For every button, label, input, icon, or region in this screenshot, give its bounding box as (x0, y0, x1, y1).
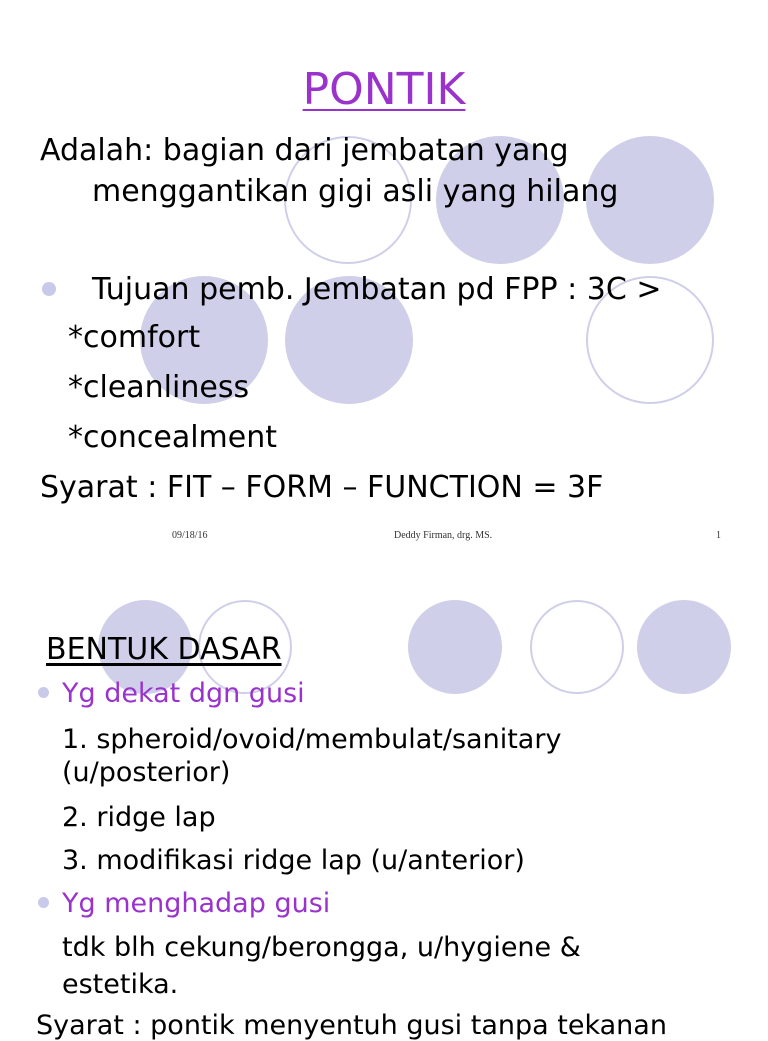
note-line: estetika. (62, 969, 179, 1000)
bullet-icon (42, 282, 56, 296)
decor-circle (530, 600, 624, 694)
slide-2-title: BENTUK DASAR (46, 632, 282, 667)
list-item: 1. spheroid/ovoid/membulat/sanitary (62, 724, 562, 755)
bullet-text: Tujuan pemb. Jembatan pd FPP : 3C > (92, 272, 662, 307)
list-item: *concealment (68, 420, 277, 455)
slide-divider (0, 560, 768, 575)
footer-page-number: 1 (716, 530, 721, 541)
decor-circle (408, 600, 502, 694)
list-item: 3. modifikasi ridge lap (u/anterior) (62, 845, 525, 876)
slide-title: PONTIK (302, 64, 466, 115)
note-line: tdk blh cekung/berongga, u/hygiene & (62, 932, 581, 963)
definition-line: Adalah: bagian dari jembatan yang (40, 133, 569, 168)
footer-author: Deddy Firman, drg. MS. (394, 530, 493, 541)
footer-date: 09/18/16 (172, 530, 208, 541)
bullet-icon (38, 897, 49, 908)
bullet-text: Yg menghadap gusi (62, 888, 331, 919)
syarat-line: Syarat : pontik menyentuh gusi tanpa tekanan (36, 1010, 667, 1041)
definition-line: menggantikan gigi asli yang hilang (92, 174, 619, 209)
list-item: *cleanliness (68, 370, 250, 405)
list-item: *comfort (68, 320, 201, 355)
decor-circle (637, 600, 731, 694)
list-item: (u/posterior) (62, 757, 231, 788)
syarat-line: Syarat : FIT – FORM – FUNCTION = 3F (40, 470, 604, 505)
list-item: 2. ridge lap (62, 802, 216, 833)
bullet-icon (38, 687, 49, 698)
bullet-text: Yg dekat dgn gusi (62, 678, 305, 709)
